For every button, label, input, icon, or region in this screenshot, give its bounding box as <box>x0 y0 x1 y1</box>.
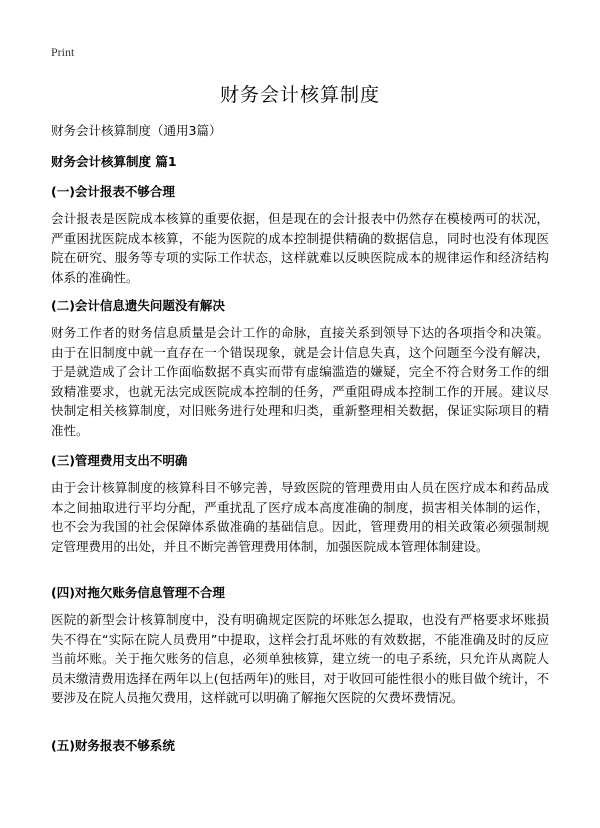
document-subtitle: 财务会计核算制度（通用3篇） <box>51 123 222 138</box>
section-3-heading: (三)管理费用支出不明确 <box>51 453 188 468</box>
section-5-heading: (五)财务报表不够系统 <box>51 738 175 753</box>
document-title: 财务会计核算制度 <box>219 84 380 106</box>
print-label: Print <box>51 45 75 59</box>
section-4-heading: (四)对拖欠账务信息管理不合理 <box>51 585 225 600</box>
section-3-paragraph: 由于会计核算制度的核算科目不够完善，导致医院的管理费用由人员在医疗成本和药品成本之间抽取进行平均分配，严重扰乱了医疗成本高度准确的制度，损害相关体制的运作，也不会为我国的社会保障体系做准确的基础信息。因此，管理费用的相关政策必须强制规定管理费用的出处，并且不断完善管理费用体制，加强医院成本管理体制建设。 <box>51 480 549 554</box>
section-4-paragraph: 医院的新型会计核算制度中，没有明确规定医院的坏账怎么提取，也没有严格要求坏账损失不得在“实际在院人员费用”中提取，这样会打乱坏账的有效数据，不能准确及时的反应当前坏账。关于拖欠账务的信息，必须单独核算，建立统一的电子系统，只允许从离院人员未缴清费用选择在两年以上(包括两年)的账目，对于收回可能性很小的账目做个统计，不要涉及在院人员拖欠费用，这样就可以明确了解拖欠医院的欠费坏费情况。 <box>51 612 549 705</box>
article-heading: 财务会计核算制度 篇1 <box>51 154 177 169</box>
section-2-paragraph: 财务工作者的财务信息质量是会计工作的命脉，直接关系到领导下达的各项指令和决策。由于在旧制度中就一直存在一个错误现象，就是会计信息失真，这个问题至今没有解决，于是就造成了会计工作面临数据不真实而带有虚编滥造的嫌疑，完全不符合财务工作的细致精准要求，也就无法完成医院成本控制的任务，严重阻碍成本控制工作的开展。建议尽快制定相关核算制度，对旧账务进行处理和归类，重新整理相关数据，保证实际项目的精准性。 <box>51 325 549 438</box>
section-1-paragraph: 会计报表是医院成本核算的重要依据，但是现在的会计报表中仍然存在模棱两可的状况，严重困扰医院成本核算，不能为医院的成本控制提供精确的数据信息，同时也没有体现医院在研究、服务等专项的实际工作状态，这样就难以反映医院成本的规律运作和经济结构体系的准确性。 <box>51 211 549 285</box>
section-1-heading: (一)会计报表不够合理 <box>51 184 175 199</box>
section-2-heading: (二)会计信息遗失问题没有解决 <box>51 298 225 313</box>
